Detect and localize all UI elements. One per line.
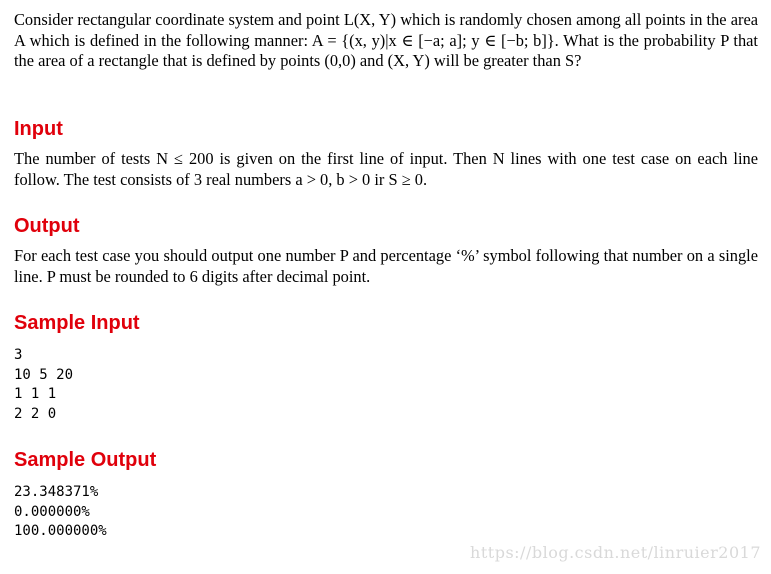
sample-output-line: 23.348371% (14, 484, 99, 500)
input-description: The number of tests N ≤ 200 is given on the first line of input. Then N lines with one test case on each line follow. The test consists of 3 real numbers a > 0, b > 0 ir S ≥ 0. (14, 149, 758, 189)
sample-output-line: 100.000000% (14, 523, 107, 539)
sample-output-block (14, 483, 107, 542)
sample-input-block (14, 346, 73, 424)
watermark-url: https://blog.csdn.net/linruier2017 (470, 543, 761, 562)
sample-output-line: 0.000000% (14, 503, 90, 520)
output-heading: Output (14, 215, 80, 237)
sample-input-line: 1 1 1 (14, 386, 57, 402)
sample-input-line: 10 5 20 (14, 366, 74, 383)
sample-input-line: 2 2 0 (14, 405, 57, 422)
input-heading: Input (14, 118, 63, 140)
output-description: For each test case you should output one number P and percentage ‘%’ symbol following that number on a single line. P must be rounded to 6 digits after decimal point. (14, 246, 758, 286)
problem-statement: Consider rectangular coordinate system and point L(X, Y) which is randomly chosen among all points in the area A which is defined in the following manner: A = {(x, y)|x ∈ [−a; a]; y ∈ [−b; b]}. What is the probability P that the area of a rectangle that is defined by points (0,0) and (X, Y) will be greater than S? (14, 10, 758, 70)
sample-output-heading: Sample Output (14, 449, 157, 471)
sample-input-heading: Sample Input (14, 312, 140, 334)
sample-input-line: 3 (14, 347, 23, 363)
